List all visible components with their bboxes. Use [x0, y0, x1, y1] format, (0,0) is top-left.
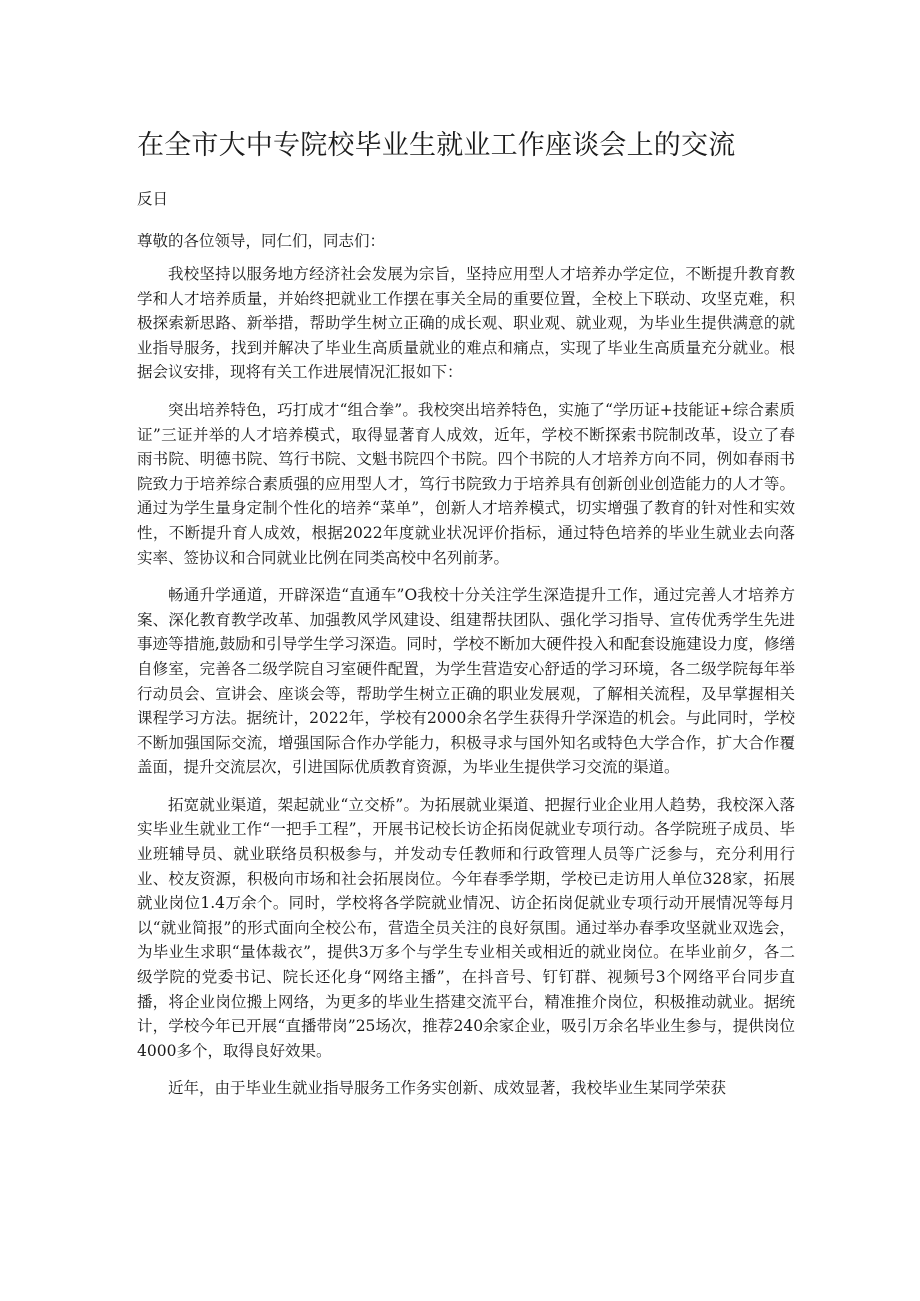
document-title: 在全市大中专院校毕业生就业工作座谈会上的交流 — [137, 130, 736, 161]
document-author: 反日 — [137, 190, 169, 208]
paragraph-intro: 我校坚持以服务地方经济社会发展为宗旨，坚持应用型人才培养办学定位，不断提升教育教学和人才培养质量，并始终把就业工作摆在事关全局的重要位置，全校上下联动、攻坚克难，积极探索新思路、新举措，帮助学生树立正确的成长观、职业观、就业观，为毕业生提供满意的就业指导服务，找到并解决了毕业生高质量就业的难点和痛点，实现了毕业生高质量充分就业。根据会议安排，现将有关工作进展情况汇报如下： — [137, 265, 795, 382]
paragraph-employment-channels: 拓宽就业渠道，架起就业“立交桥”。为拓展就业渠道、把握行业企业用人趋势，我校深入落实毕业生就业工作“一把手工程”，开展书记校长访企拓岗促就业专项行动。各学院班子成员、毕业班辅导员、就业联络员积极参与，并发动专任教师和行政管理人员等广泛参与，充分利用行业、校友资源，积极向市场和社会拓展岗位。今年春季学期，学校已走访用人单位328家，拓展就业岗位1.4万余个。同时，学校将各学院就业情况、访企拓岗促就业专项行动开展情况等每月以“就业简报”的形式面向全校公布，营造全员关注的良好氛围。通过举办春季攻坚就业双选会，为毕业生求职“量体裁衣”，提供3万多个与学生专业相关或相近的就业岗位。在毕业前夕，各二级学院的党委书记、院长还化身“网络主播”，在抖音号、钉钉群、视频号3个网络平台同步直播，将企业岗位搬上网络，为更多的毕业生搭建交流平台，精准推介岗位，积极推动就业。据统计，学校今年已开展“直播带岗”25场次，推荐240余家企业，吸引万余名毕业生参与，提供岗位4000多个，取得良好效果。 — [137, 795, 795, 1060]
paragraph-recent-years: 近年，由于毕业生就业指导服务工作务实创新、成效显著，我校毕业生某同学荣获 — [168, 1079, 727, 1098]
paragraph-training: 突出培养特色，巧打成才“组合拳”。我校突出培养特色，实施了“学历证+技能证+综合素质证”三证并举的人才培养模式，取得显著育人成效，近年，学校不断探索书院制改革，设立了春雨书院、明德书院、笃行书院、文魁书院四个书院。四个书院的人才培养方向不同，例如春雨书院致力于培养综合素质强的应用型人才，笃行书院致力于培养具有创新创业创造能力的人才等。通过为学生量身定制个性化的培养“菜单”，创新人才培养模式，切实增强了教育的针对性和实效性，不断提升育人成效，根据2022年度就业状况评价指标，通过特色培养的毕业生就业去向落实率、签协议和合同就业比例在同类高校中名列前茅。 — [137, 400, 795, 567]
salutation: 尊敬的各位领导，同仁们，同志们： — [137, 232, 386, 250]
document-body — [137, 262, 795, 1114]
paragraph-further-study: 畅通升学通道，开辟深造“直通车”O我校十分关注学生深造提升工作，通过完善人才培养方案、深化教育教学改革、加强教风学风建设、组建帮扶团队、强化学习指导、宣传优秀学生先进事迹等措施,鼓励和引导学生学习深造。同时，学校不断加大硬件投入和配套设施建设力度，修缮自修室，完善各二级学院自习室硬件配置，为学生营造安心舒适的学习环境，各二级学院每年举行动员会、宣讲会、座谈会等，帮助学生树立正确的职业发展观，了解相关流程，及早掌握相关课程学习方法。据统计，2022年，学校有2000余名学生获得升学深造的机会。与此同时，学校不断加强国际交流，增强国际合作办学能力，积极寻求与国外知名或特色大学合作，扩大合作覆盖面，提升交流层次，引进国际优质教育资源，为毕业生提供学习交流的渠道。 — [137, 586, 795, 777]
